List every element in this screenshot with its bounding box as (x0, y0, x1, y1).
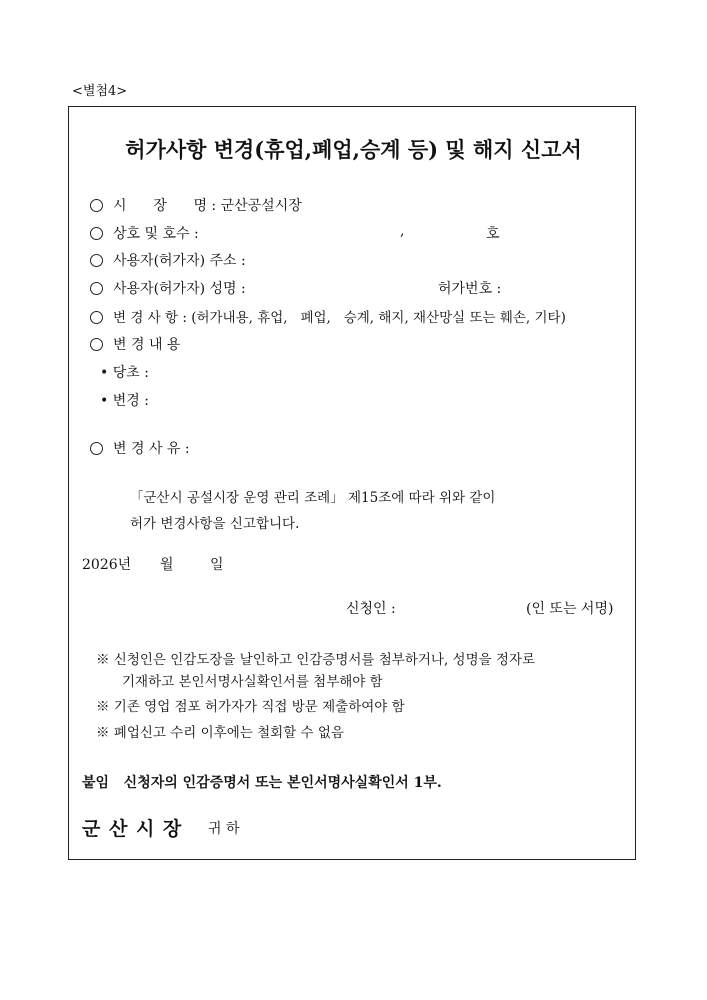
date-year: 2026년 (82, 557, 132, 573)
enclosure: 붙임 신청자의 인감증명서 또는 본인서명사실확인서 1부. (82, 775, 442, 791)
applicant-sign: (인 또는 서명) (526, 601, 614, 617)
circle-icon (90, 254, 103, 267)
addressee-suffix: 귀 하 (208, 821, 240, 837)
market-row (90, 195, 302, 215)
market-value: 군산공설시장 (220, 198, 302, 214)
form-title: 허가사항 변경(휴업,폐업,승계 등) 및 해지 신고서 (125, 137, 582, 162)
applicant-label: 신청인 : (346, 601, 396, 617)
original-label: • 당초 : (100, 365, 149, 381)
change-item-value: (허가내용, 휴업, 폐업, 승계, 해지, 재산망실 또는 훼손, 기타) (191, 310, 566, 326)
address-label: 사용자(허가자) 주소 : (113, 253, 246, 269)
change-content-label: 변 경 내 용 (113, 337, 181, 353)
note-2: ※ 기존 영업 점포 허가자가 직접 방문 제출하여야 함 (96, 699, 405, 715)
circle-icon (90, 227, 103, 240)
name-label: 사용자(허가자) 성명 : (113, 281, 246, 297)
change-item-label: 변 경 사 항 : (113, 310, 187, 326)
change-content-row (90, 334, 180, 354)
shop-comma: , (400, 223, 405, 239)
date-month: 월 (160, 557, 174, 573)
form-frame (68, 106, 636, 860)
note-1: ※ 신청인은 인감도장을 날인하고 인감증명서를 첨부하거나, 성명을 정자로 (96, 652, 536, 668)
name-row (90, 278, 246, 298)
note-3: ※ 폐업신고 수리 이후에는 철회할 수 없음 (96, 725, 344, 741)
shop-label: 상호 및 호수 : (113, 226, 199, 242)
reason-row (90, 438, 190, 458)
addressee-main: 군 산 시 장 (82, 818, 183, 840)
circle-icon (90, 199, 103, 212)
circle-icon (90, 442, 103, 455)
circle-icon (90, 282, 103, 295)
date-day: 일 (210, 557, 224, 573)
statement-line-1: 「군산시 공설시장 운영 관리 조례」 제15조에 따라 위와 같이 (130, 490, 496, 506)
reason-label: 변 경 사 유 : (113, 441, 190, 457)
address-row (90, 250, 246, 270)
permit-label: 허가번호 : (438, 281, 502, 297)
change-item-row (90, 306, 566, 326)
shop-ho: 호 (486, 226, 500, 242)
note-1-cont: 기재하고 본인서명사실확인서를 첨부해야 함 (122, 674, 383, 690)
shop-row (90, 223, 199, 243)
circle-icon (90, 311, 103, 324)
statement-line-2: 허가 변경사항을 신고합니다. (130, 516, 300, 532)
changed-label: • 변경 : (100, 393, 149, 409)
attachment-label: <별첨4> (72, 84, 128, 99)
market-label: 시 장 명 : (113, 198, 217, 214)
circle-icon (90, 338, 103, 351)
